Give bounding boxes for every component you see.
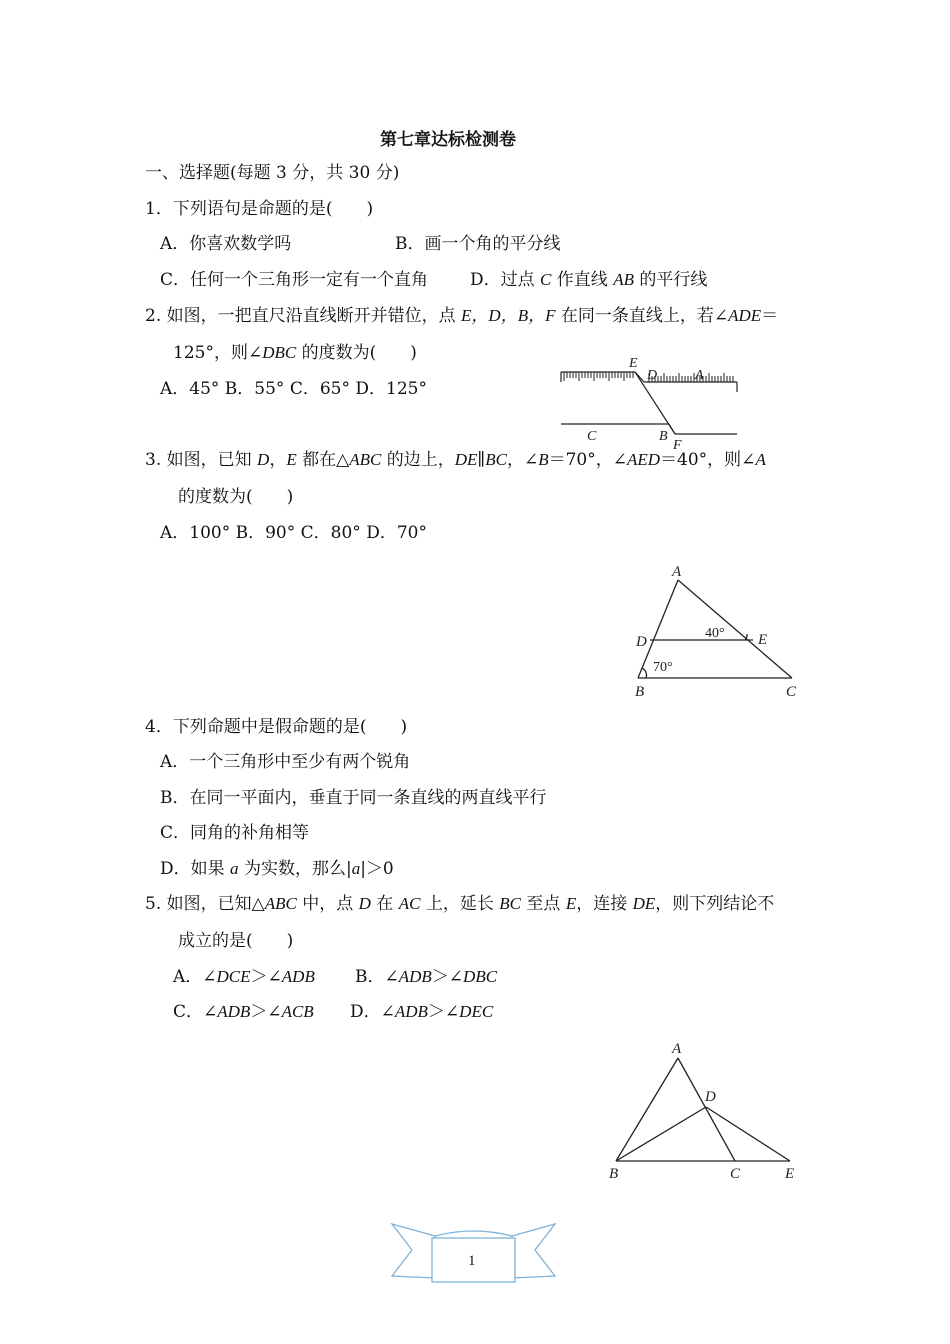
q4-stem: 4．下列命题中是假命题的是( ) [145,717,408,737]
section-heading: 一、选择题(每题 3 分，共 30 分) [145,163,400,183]
q1-option-d: D．过点 C 作直线 AB 的平行线 [470,270,708,290]
q2-label-a: A [695,368,704,383]
q4-option-c: C．同角的补角相等 [160,823,310,843]
q4-option-b: B．在同一平面内，垂直于同一条直线的两直线平行 [160,788,547,808]
page-number: 1 [468,1253,476,1269]
q3-options: A．100° B．90° C．80° D．70° [160,523,427,543]
q5-label-d: D [705,1089,716,1105]
q3-label-e: E [758,632,768,648]
q3-stem-line2: 的度数为( ) [178,487,294,507]
q5-label-e: E [785,1166,795,1182]
q3-label-a: A [672,564,682,580]
q1-stem: 1．下列语句是命题的是( ) [145,199,374,219]
q5-label-a: A [672,1041,682,1057]
q1-option-c: C．任何一个三角形一定有一个直角 [160,270,429,290]
q2-options: A．45° B．55° C．65° D．125° [160,379,427,399]
q5-stem-line1: 5. 如图，已知△ABC 中，点 D 在 AC 上，延长 BC 至点 E，连接 DE，则下列结论不 [145,894,775,914]
q3-label-c: C [786,684,797,700]
q2-ruler-figure [555,352,745,452]
q2-label-f: F [673,438,682,452]
q3-angle-70: 70° [653,660,673,675]
q5-option-d: D．∠ADB＞∠DEC [350,1002,494,1022]
q3-triangle-figure [625,560,810,705]
q3-label-d: D [636,634,647,650]
q3-angle-40: 40° [705,626,725,641]
q5-option-c: C．∠ADB＞∠ACB [173,1002,314,1022]
q5-option-b: B．∠ADB＞∠DBC [355,967,498,987]
page-title: 第七章达标检测卷 [380,130,516,150]
q2-stem-line2: 125°，则∠DBC 的度数为( ) [173,343,417,363]
q5-triangle-figure [600,1035,810,1190]
q2-label-e: E [629,356,638,371]
q4-option-d: D．如果 a 为实数，那么|a|＞0 [160,859,394,879]
q2-stem-line1: 2. 如图，一把直尺沿直线断开并错位，点 E，D，B，F 在同一条直线上，若∠ADE＝ [145,306,779,326]
q2-label-d: D [647,368,658,383]
q1-option-a: A．你喜欢数学吗 [160,234,292,254]
q1-option-b: B．画一个角的平分线 [395,234,561,254]
q5-label-c: C [730,1166,741,1182]
q5-label-b: B [609,1166,619,1182]
q3-stem-line1: 3. 如图，已知 D，E 都在△ABC 的边上，DE∥BC，∠B＝70°，∠AED＝40°，则∠A [145,450,766,470]
q3-label-b: B [635,684,645,700]
q5-stem-line2: 成立的是( ) [178,931,294,951]
q4-option-a: A．一个三角形中至少有两个锐角 [160,752,411,772]
q2-label-c: C [587,429,597,444]
q2-label-b: B [659,429,668,444]
q5-option-a: A．∠DCE＞∠ADB [173,967,315,987]
